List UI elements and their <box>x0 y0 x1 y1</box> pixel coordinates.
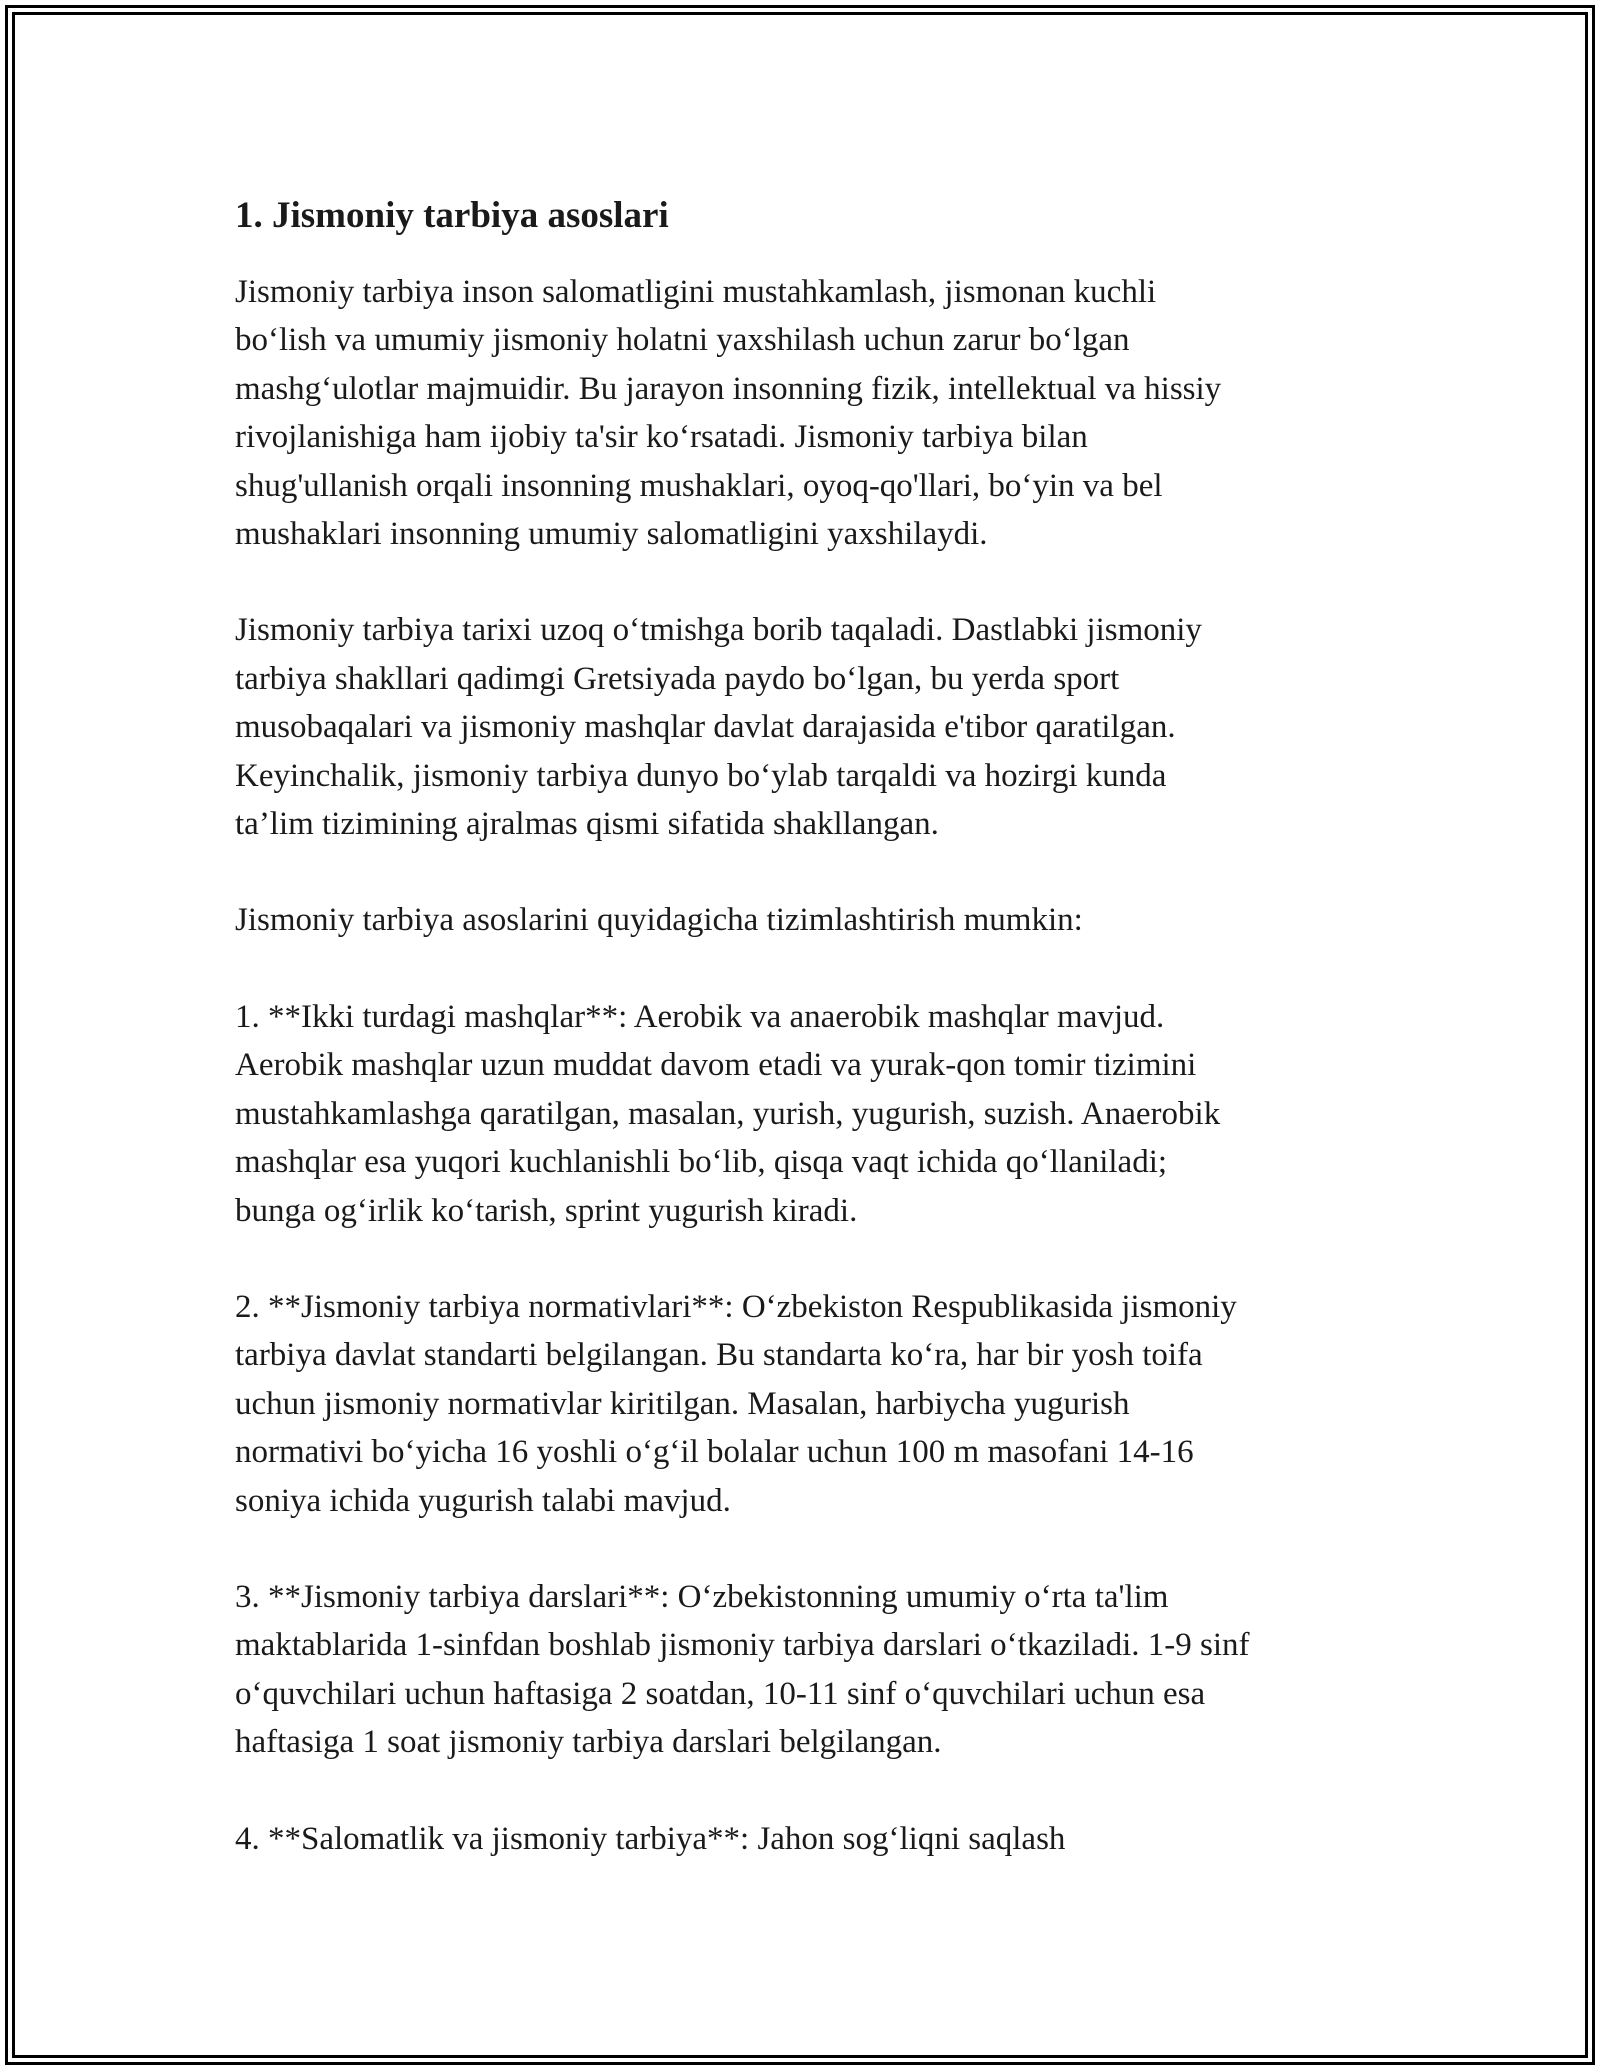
list-item-health: 4. **Salomatlik va jismoniy tarbiya**: Jahon sog‘liqni saqlash <box>235 1820 1066 1857</box>
systematization-paragraph: Jismoniy tarbiya asoslarini quyidagicha tizimlashtirish mumkin: <box>235 902 1083 939</box>
list-item-exercise-types: 1. **Ikki turdagi mashqlar**: Aerobik va anaerobik mashqlar mavjud. Aerobik mashqlar uzun muddat davom etadi va yurak-qon tomir tizimini mustahkamlashga qaratilgan, masalan, yurish, yugurish, suzish. Anaerobik mashqlar esa yuqori kuchlanishli bo‘lib, qisqa vaqt ichida qo‘llaniladi; bunga og‘irlik ko‘tarish, sprint yugurish kiradi. <box>235 998 1221 1229</box>
intro-paragraph: Jismoniy tarbiya inson salomatligini mustahkamlash, jismonan kuchli bo‘lish va umumiy jismoniy holatni yaxshilash uchun zarur bo‘lgan mashg‘ulotlar majmuidir. Bu jarayon insonning fizik, intellektual va hissiy rivojlanishiga ham ijobiy ta'sir ko‘rsatadi. Jismoniy tarbiya bilan shug'ullanish orqali insonning mushaklari, oyoq-qo'llari, bo‘yin va bel mushaklari insonning umumiy salomatligini yaxshilaydi. <box>235 274 1222 553</box>
list-item-normatives: 2. **Jismoniy tarbiya normativlari**: O‘zbekiston Respublikasida jismoniy tarbiya davlat standarti belgilangan. Bu standarta ko‘ra, har bir yosh toifa uchun jismoniy normativlar kiritilgan. Masalan, harbiycha yugurish normativi bo‘yicha 16 yoshli o‘g‘il bolalar uchun 100 m masofani 14-16 soniya ichida yugurish talabi mavjud. <box>235 1288 1237 1519</box>
list-item-lessons: 3. **Jismoniy tarbiya darslari**: O‘zbekistonning umumiy o‘rta ta'lim maktablarida 1-sinfdan boshlab jismoniy tarbiya darslari o‘tkaziladi. 1-9 sinf o‘quvchilari uchun haftasiga 2 soatdan, 10-11 sinf o‘quvchilari uchun esa haftasiga 1 soat jismoniy tarbiya darslari belgilangan. <box>235 1578 1250 1761</box>
document-body <box>235 186 1375 1911</box>
history-paragraph: Jismoniy tarbiya tarixi uzoq o‘tmishga borib taqaladi. Dastlabki jismoniy tarbiya shakllari qadimgi Gretsiyada paydo bo‘lgan, bu yerda sport musobaqalari va jismoniy mashqlar davlat darajasida e'tibor qaratilgan. Keyinchalik, jismoniy tarbiya dunyo bo‘ylab tarqaldi va hozirgi kunda ta’lim tizimining ajralmas qismi sifatida shakllangan. <box>235 612 1202 843</box>
section-heading: 1. Jismoniy tarbiya asoslari <box>235 195 669 236</box>
